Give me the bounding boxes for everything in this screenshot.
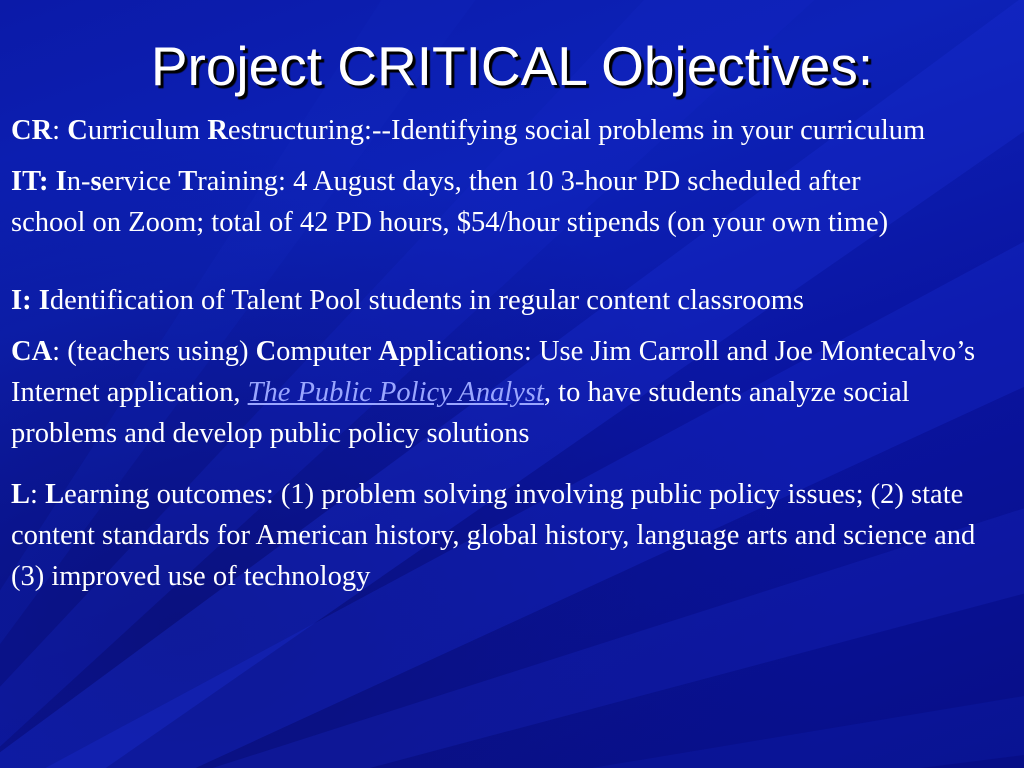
objective-code: L (11, 479, 31, 510)
slide-title: Project CRITICAL Objectives: (150, 35, 874, 97)
objectives-list (11, 110, 1011, 597)
objective-code: CR (11, 115, 53, 146)
objective-it: IT: In-service Training: 4 August days, then 10 3-hour PD scheduled after school on Zoom; total of 42 PD hours, $54/hour stipends (on your own time) (11, 166, 889, 238)
objective-ca: CA: (teachers using) Computer Applications: Use Jim Carroll and Joe Montecalvo’s Internet application, The Public Policy Analyst, to have students analyze social problems and develop public policy solutions (11, 336, 976, 449)
objective-code: IT: (11, 166, 49, 197)
objective-code: I: (11, 285, 32, 316)
objective-cr: CR: Curriculum Restructuring:--Identifying social problems in your curriculum (11, 115, 926, 146)
objective-i: I: Identification of Talent Pool students in regular content classrooms (11, 285, 804, 316)
public-policy-analyst-link[interactable]: The Public Policy Analyst (247, 377, 544, 408)
objective-code: CA (11, 336, 53, 367)
objective-l: L: Learning outcomes: (1) problem solving involving public policy issues; (2) state content standards for American history, global history, language arts and science and (3) improved use of technology (11, 479, 976, 592)
